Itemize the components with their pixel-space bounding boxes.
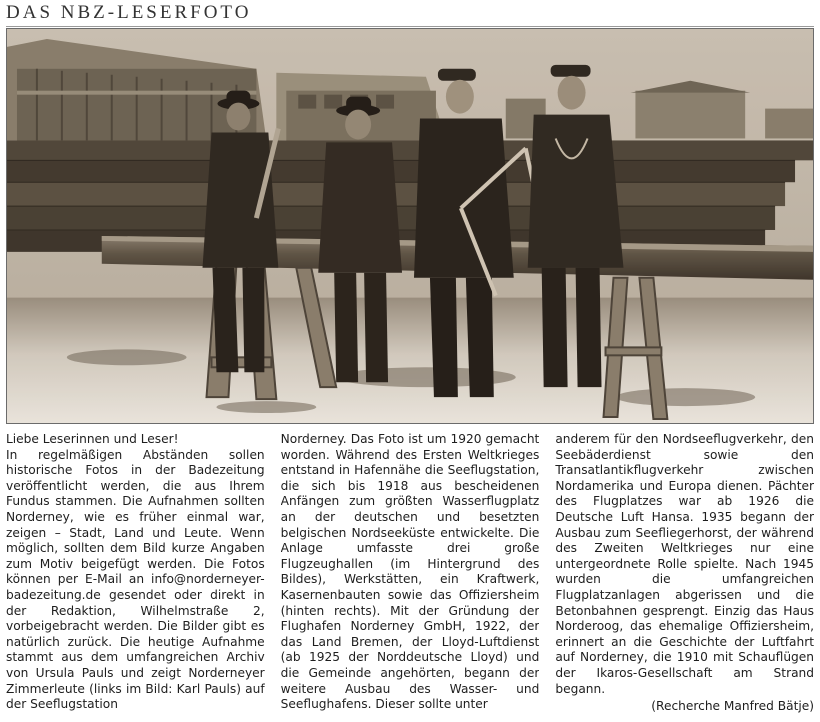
article-text-3: anderem für den Nordseeflugverkehr, den Seebäderdienst sowie den Transatlantikflugverkehr zwischen Nordamerika und Europa dienen. Pächter des Flugplatzes war ab 1926 die Deutsche Luft Hansa. 1935 begann der Ausbau zum Seefliegerhorst, der während des Zweiten Weltkrieges nur eine untergeordnete Rolle spielte. Nach 1945 wurden die umfangreichen Flugplatzanlagen abgerissen und die Betonbahnen gesprengt. Einzig das Haus Norderoog, das ehemalige Offiziersheim, erinnert an die Geschichte der Luftfahrt auf Norderney, die 1910 mit Schauflügen der Ikaros-Gesellschaft am Strand begann. [555,432,815,696]
article-column-1 [6,432,265,720]
article-text-2: Norderney. Das Foto ist um 1920 gemacht worden. Während des Ersten Weltkrieges entstand in Hafennähe die Seeflugstation, die sich bis 1918 aus bescheidenen Anfängen zum größten Wasserflugplatz an der deutschen und besetzten belgischen Nordseeküste entwickelte. Die Anlage umfasste drei große Flugzeughallen (im Hintergrund des Bildes), Werkstätten, ein Kraftwerk, Kasernenbauten sowie das Offiziersheim (hinten rechts). Mit der Gründung der Flughafen Norderney GmbH, 1922, der das Land Bremen, der Lloyd-Luftdienst (ab 1925 der Norddeutsche Lloyd) und die Gemeinde angehörten, begann der weitere Ausbau des Wasser- und Seeflughafens. Dieser sollte unter [280,432,540,712]
article-text-1: In regelmäßigen Abständen sollen historische Fotos in der Badezeitung veröffentlicht werden, die aus Ihrem Fundus stammen. Die Aufnahmen sollten Norderney, wie es früher einmal war, zeigen – Stadt, Land und Leute. Wenn möglich, sollten dem Bild kurze Angaben zum Motiv beigefügt werden. Die Fotos können per E-Mail an info@norderneyer-badezeitung.de gesendet oder direkt in der Redaktion, Wilhelmstraße 2, vorbeigebracht werden. Die Bilder gibt es natürlich zurück. Die heutige Aufnahme stammt aus dem umfangreichen Archiv von Ursula Pauls und zeigt Norderneyer Zimmerleute (links im Bild: Karl Pauls) auf der Seeflugstation [6,447,265,712]
article-body [6,432,814,720]
historic-photo [6,28,814,424]
article-greeting: Liebe Leserinnen und Leser! [6,432,179,446]
article-credit: (Recherche Manfred Bätje) [651,699,815,714]
photo-sepia-tone [7,29,813,423]
section-heading: DAS NBZ-LESERFOTO [6,2,814,27]
article-column-3 [555,432,814,720]
article-column-2 [281,432,540,720]
